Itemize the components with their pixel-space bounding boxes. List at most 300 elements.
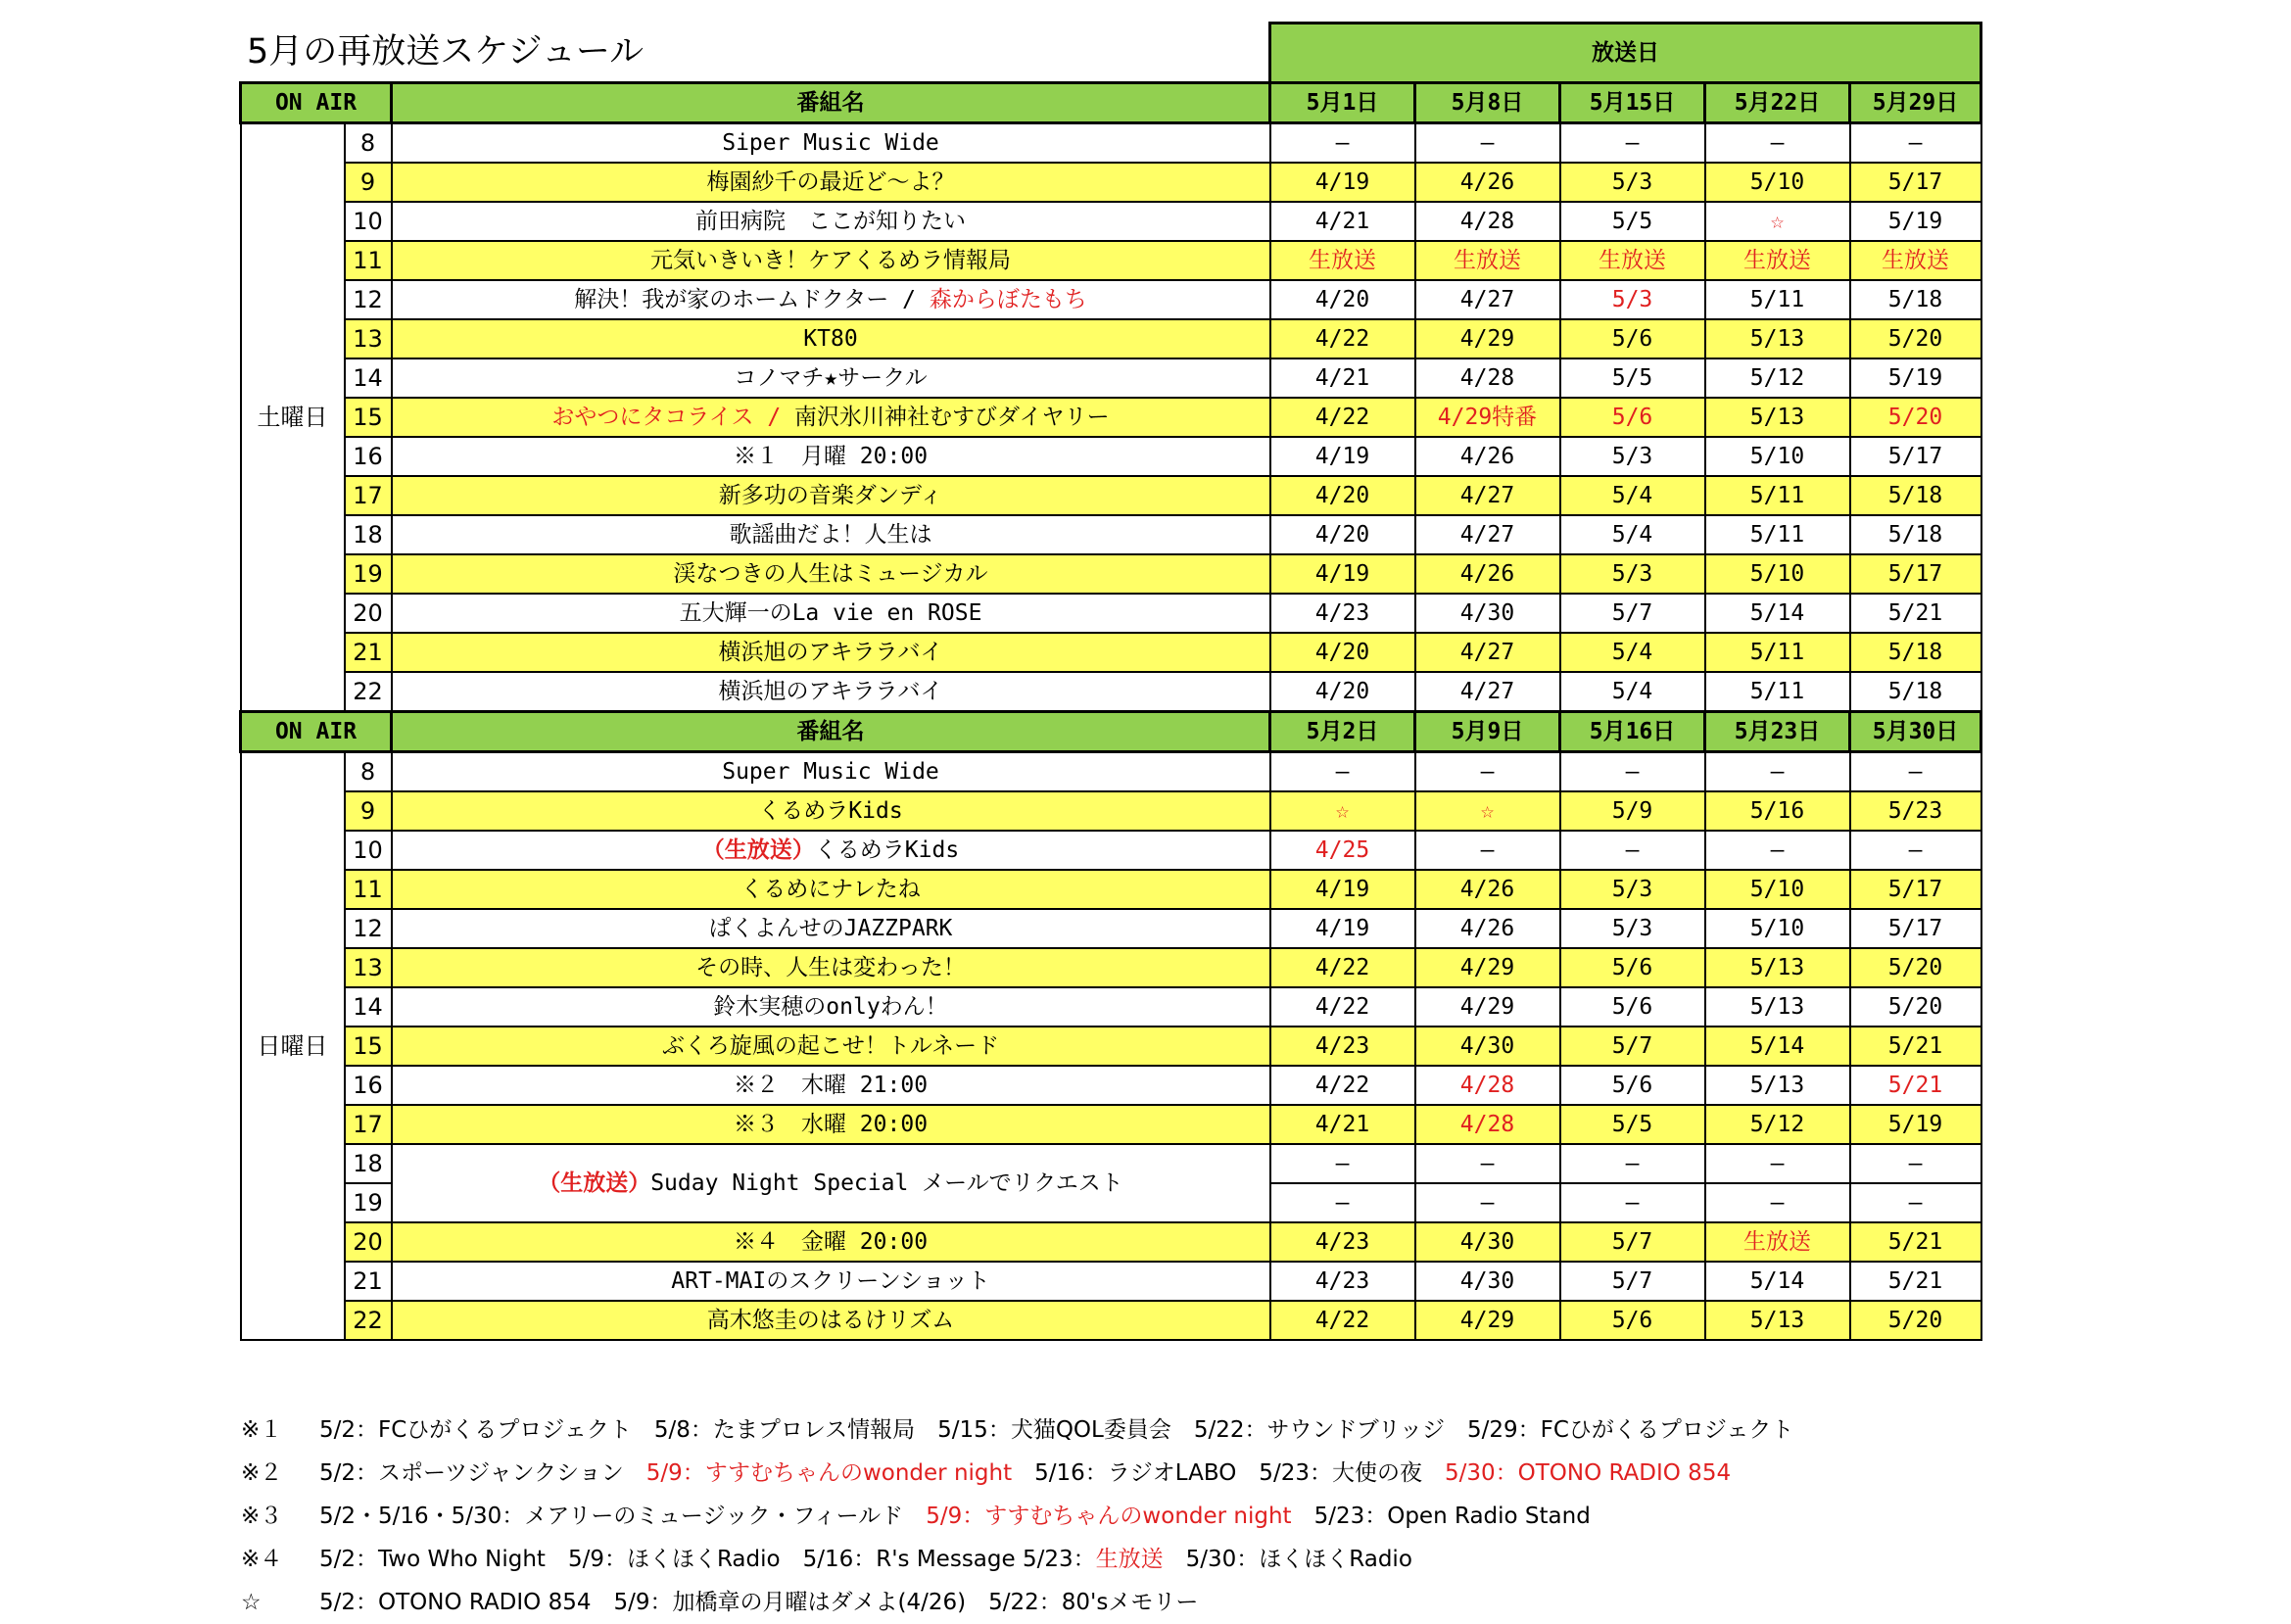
program-name-part: 森からぼたもち (929, 287, 1087, 312)
program-name-part: 元気いきいき！ケアくるめラ情報局 (650, 248, 1011, 273)
table-row (241, 280, 1981, 319)
date-header: 5月30日 (1850, 712, 1981, 752)
broadcast-date-cell: 5/4 (1560, 515, 1705, 554)
saturday-day-label: 土曜日 (241, 123, 345, 712)
broadcast-date-cell: 5/13 (1705, 398, 1850, 437)
broadcast-date-cell: — (1415, 752, 1560, 792)
hour-cell: 13 (345, 948, 392, 987)
broadcast-date-cell: 5/3 (1560, 870, 1705, 909)
date-header: 5月8日 (1415, 83, 1560, 123)
program-name (392, 633, 1270, 672)
broadcast-date-cell: 4/29 (1415, 948, 1560, 987)
table-row (241, 909, 1981, 948)
broadcast-date-cell: 5/12 (1705, 358, 1850, 398)
broadcast-date-cell: 4/21 (1270, 1105, 1415, 1144)
program-name-part: 南沢氷川神社むすびダイヤリー (794, 405, 1110, 430)
broadcast-date-cell: 5/18 (1850, 476, 1981, 515)
program-name (392, 241, 1270, 280)
table-row (241, 1301, 1981, 1340)
program-name (392, 554, 1270, 594)
table-row (241, 948, 1981, 987)
broadcast-date-cell: 4/22 (1270, 1066, 1415, 1105)
note-text: 5/9：すすむちゃんのwonder night (645, 1460, 1013, 1486)
broadcast-date-cell: — (1415, 1144, 1560, 1183)
table-row (241, 633, 1981, 672)
title-spacer (241, 24, 1270, 83)
date-header: 5月15日 (1560, 83, 1705, 123)
table-row (241, 672, 1981, 712)
program-name-part: 歌謡曲だよ！人生は (729, 522, 932, 548)
broadcast-date-cell: 5/17 (1850, 163, 1981, 202)
broadcast-date-cell: 5/13 (1705, 948, 1850, 987)
broadcast-date-cell: 5/4 (1560, 476, 1705, 515)
broadcast-date-cell: 5/21 (1850, 1262, 1981, 1301)
hour-cell: 11 (345, 241, 392, 280)
broadcast-date-cell: 5/21 (1850, 1066, 1981, 1105)
broadcast-date-cell: 5/10 (1705, 437, 1850, 476)
broadcast-date-cell: 4/28 (1415, 1066, 1560, 1105)
broadcast-date-cell: 5/17 (1850, 437, 1981, 476)
hour-cell: 22 (345, 1301, 392, 1340)
broadcast-date-cell: — (1415, 831, 1560, 870)
table-row (241, 554, 1981, 594)
broadcast-date-cell: 5/20 (1850, 948, 1981, 987)
on-air-header: ON AIR (241, 83, 392, 123)
note-mark: ※４ (241, 1547, 283, 1572)
program-name (392, 987, 1270, 1027)
hour-cell: 21 (345, 633, 392, 672)
program-name-part: ※１ 月曜 20:00 (733, 444, 929, 469)
broadcast-date-cell: 5/6 (1560, 1301, 1705, 1340)
note-text: 5/30：ほくほくRadio (1163, 1547, 1412, 1572)
note-line (241, 1538, 1793, 1581)
broadcast-date-cell: — (1560, 1183, 1705, 1222)
hour-cell: 18 (345, 1144, 392, 1183)
broadcast-date-cell: 5/6 (1560, 987, 1705, 1027)
hour-cell: 21 (345, 1262, 392, 1301)
broadcast-date-cell: 4/25 (1270, 831, 1415, 870)
hour-cell: 19 (345, 554, 392, 594)
broadcast-date-cell: — (1705, 752, 1850, 792)
program-name (392, 1144, 1270, 1222)
broadcast-date-cell: 5/5 (1560, 1105, 1705, 1144)
broadcast-date-cell: 5/17 (1850, 870, 1981, 909)
broadcast-date-cell: — (1705, 123, 1850, 164)
program-name (392, 1105, 1270, 1144)
note-text: 5/16：ラジオLABO 5/23：大使の夜 (1012, 1460, 1445, 1486)
notes-section (241, 1409, 1793, 1624)
program-name-part: 横浜旭のアキララバイ (718, 640, 943, 665)
broadcast-date-cell: 5/17 (1850, 909, 1981, 948)
program-name (392, 476, 1270, 515)
hour-cell: 10 (345, 831, 392, 870)
table-row (241, 1262, 1981, 1301)
note-text: 生放送 (1095, 1547, 1164, 1572)
program-name-part: コノマチ★サークル (734, 365, 928, 391)
broadcast-date-cell: 5/6 (1560, 319, 1705, 358)
date-header: 5月1日 (1270, 83, 1415, 123)
program-name-part: ※２ 木曜 21:00 (733, 1073, 929, 1098)
broadcast-date-cell: 4/27 (1415, 633, 1560, 672)
broadcast-date-cell: 4/28 (1415, 1105, 1560, 1144)
broadcast-date-cell: 4/26 (1415, 870, 1560, 909)
broadcast-date-cell: 5/7 (1560, 1222, 1705, 1262)
table-row (241, 476, 1981, 515)
broadcast-date-cell: 4/27 (1415, 515, 1560, 554)
broadcast-date-cell: 4/29特番 (1415, 398, 1560, 437)
page-title: 5月の再放送スケジュール (247, 32, 644, 72)
broadcast-date-cell: 4/26 (1415, 163, 1560, 202)
date-header: 5月2日 (1270, 712, 1415, 752)
broadcast-date-cell: — (1850, 1144, 1981, 1183)
program-name-part: Siper Music Wide (722, 130, 939, 156)
broadcast-date-cell: — (1560, 752, 1705, 792)
table-row (241, 594, 1981, 633)
broadcast-date-cell: 5/19 (1850, 1105, 1981, 1144)
program-name (392, 515, 1270, 554)
broadcast-date-cell: 5/14 (1705, 1027, 1850, 1066)
broadcast-date-cell: 5/13 (1705, 319, 1850, 358)
date-header: 5月9日 (1415, 712, 1560, 752)
note-line (241, 1581, 1793, 1624)
hour-cell: 8 (345, 123, 392, 164)
note-text: 5/30：OTONO RADIO 854 (1444, 1460, 1732, 1486)
broadcast-date-cell: 5/11 (1705, 633, 1850, 672)
broadcast-date-cell: 4/23 (1270, 1222, 1415, 1262)
broadcast-date-cell: 5/6 (1560, 948, 1705, 987)
program-name-part: くるめにナレたね (740, 877, 921, 902)
broadcast-date-cell: 5/5 (1560, 202, 1705, 241)
broadcast-date-cell: 4/22 (1270, 987, 1415, 1027)
broadcast-date-cell: 4/22 (1270, 398, 1415, 437)
broadcast-date-cell: — (1270, 752, 1415, 792)
table-row (241, 358, 1981, 398)
broadcast-date-cell: 4/30 (1415, 594, 1560, 633)
broadcast-date-cell: 5/17 (1850, 554, 1981, 594)
broadcast-date-cell: 4/28 (1415, 358, 1560, 398)
broadcast-date-cell: 4/23 (1270, 1027, 1415, 1066)
schedule-table (239, 22, 1982, 1341)
broadcast-date-cell: 5/21 (1850, 1222, 1981, 1262)
broadcast-date-cell: 5/11 (1705, 672, 1850, 712)
program-name-part: ぱくよんせのJAZZPARK (708, 916, 953, 941)
hour-cell: 12 (345, 280, 392, 319)
note-text: 5/2：OTONO RADIO 854 5/9：加橋章の月曜はダメよ(4/26) 5/22：80'sメモリー (319, 1590, 1199, 1615)
program-name (392, 594, 1270, 633)
hour-cell: 22 (345, 672, 392, 712)
program-name-part: くるめラKids (758, 798, 903, 824)
broadcast-date-cell: 5/7 (1560, 1027, 1705, 1066)
broadcast-date-cell: 4/23 (1270, 594, 1415, 633)
broadcast-date-cell: 4/30 (1415, 1027, 1560, 1066)
broadcast-date-cell: 4/19 (1270, 554, 1415, 594)
table-row (241, 831, 1981, 870)
hour-cell: 9 (345, 163, 392, 202)
program-name-part: ART-MAIのスクリーンショット (671, 1268, 990, 1294)
program-name (392, 1262, 1270, 1301)
broadcast-date-cell: 5/23 (1850, 791, 1981, 831)
broadcast-date-cell: 5/16 (1705, 791, 1850, 831)
broadcast-date-cell: 5/19 (1850, 202, 1981, 241)
broadcast-date-cell: 5/6 (1560, 1066, 1705, 1105)
table-row (241, 163, 1981, 202)
note-line (241, 1452, 1793, 1495)
table-row (241, 398, 1981, 437)
broadcast-date-cell: 5/14 (1705, 594, 1850, 633)
broadcast-date-cell: 5/18 (1850, 515, 1981, 554)
program-name-part: （生放送） (701, 837, 815, 863)
broadcast-date-cell: 4/27 (1415, 476, 1560, 515)
note-line (241, 1495, 1793, 1538)
broadcast-date-cell: 4/19 (1270, 870, 1415, 909)
broadcast-date-cell: 5/5 (1560, 358, 1705, 398)
hour-cell: 11 (345, 870, 392, 909)
note-mark: ※２ (241, 1460, 283, 1486)
broadcast-day-header-row (241, 24, 1981, 83)
broadcast-date-cell: — (1850, 752, 1981, 792)
hour-cell: 10 (345, 202, 392, 241)
hour-cell: 15 (345, 1027, 392, 1066)
broadcast-date-cell: 5/21 (1850, 1027, 1981, 1066)
program-name (392, 752, 1270, 792)
broadcast-date-cell: 5/10 (1705, 163, 1850, 202)
table-row (241, 870, 1981, 909)
broadcast-date-cell: 4/20 (1270, 672, 1415, 712)
broadcast-date-cell: — (1705, 831, 1850, 870)
note-mark: ※３ (241, 1504, 283, 1529)
program-name-part: KT80 (803, 326, 858, 352)
hour-cell: 17 (345, 1105, 392, 1144)
broadcast-date-cell: 4/27 (1415, 280, 1560, 319)
hour-cell: 16 (345, 1066, 392, 1105)
program-name (392, 358, 1270, 398)
program-name-part: 新多功の音楽ダンディ (718, 483, 943, 508)
broadcast-date-cell: 5/13 (1705, 1301, 1850, 1340)
broadcast-date-cell: 4/26 (1415, 437, 1560, 476)
table-row (241, 1144, 1981, 1183)
broadcast-date-cell: 4/22 (1270, 319, 1415, 358)
program-name-part: 高木悠圭のはるけリズム (706, 1308, 955, 1333)
broadcast-date-cell: 4/28 (1415, 202, 1560, 241)
broadcast-date-cell: 4/19 (1270, 437, 1415, 476)
broadcast-date-cell: 5/7 (1560, 594, 1705, 633)
program-name-part: 解決！我が家のホームドクター / (574, 287, 930, 312)
program-name (392, 163, 1270, 202)
hour-cell: 14 (345, 987, 392, 1027)
broadcast-date-cell: 4/19 (1270, 163, 1415, 202)
program-name-header: 番組名 (392, 83, 1270, 123)
broadcast-date-cell: 生放送 (1270, 241, 1415, 280)
program-name (392, 1066, 1270, 1105)
broadcast-date-cell: 5/4 (1560, 672, 1705, 712)
table-row (241, 515, 1981, 554)
program-name-part: その時、人生は変わった！ (695, 955, 966, 980)
broadcast-date-cell: 5/6 (1560, 398, 1705, 437)
broadcast-date-cell: 5/11 (1705, 476, 1850, 515)
hour-cell: 13 (345, 319, 392, 358)
broadcast-date-cell: 5/7 (1560, 1262, 1705, 1301)
sunday-header-row (241, 712, 1981, 752)
broadcast-date-cell: 5/14 (1705, 1262, 1850, 1301)
broadcast-date-cell: 4/23 (1270, 1262, 1415, 1301)
broadcast-date-cell: 4/20 (1270, 280, 1415, 319)
date-header: 5月16日 (1560, 712, 1705, 752)
table-row (241, 202, 1981, 241)
broadcast-date-cell: — (1270, 123, 1415, 164)
table-row (241, 791, 1981, 831)
note-text: 5/2：Two Who Night 5/9：ほくほくRadio 5/16：R's Message 5/23： (319, 1547, 1096, 1572)
date-header: 5月29日 (1850, 83, 1981, 123)
table-row (241, 437, 1981, 476)
program-name (392, 831, 1270, 870)
broadcast-date-cell: 5/21 (1850, 594, 1981, 633)
broadcast-date-cell: 4/21 (1270, 358, 1415, 398)
broadcast-date-cell: — (1850, 1183, 1981, 1222)
broadcast-date-cell: 5/4 (1560, 633, 1705, 672)
saturday-header-row (241, 83, 1981, 123)
program-name-part: 鈴木実穂のonlyわん！ (713, 994, 948, 1020)
program-name (392, 398, 1270, 437)
broadcast-date-cell: 4/26 (1415, 554, 1560, 594)
program-name (392, 123, 1270, 164)
broadcast-date-cell: 5/18 (1850, 280, 1981, 319)
broadcast-date-cell: ☆ (1705, 202, 1850, 241)
broadcast-date-cell: 5/20 (1850, 987, 1981, 1027)
hour-cell: 17 (345, 476, 392, 515)
broadcast-date-cell: — (1850, 123, 1981, 164)
table-row (241, 987, 1981, 1027)
table-row (241, 123, 1981, 164)
program-name (392, 672, 1270, 712)
program-name-part: おやつにタコライス / (551, 405, 795, 430)
broadcast-date-cell: 4/20 (1270, 476, 1415, 515)
broadcast-date-cell: — (1560, 1144, 1705, 1183)
broadcast-date-cell: 5/20 (1850, 398, 1981, 437)
program-name (392, 791, 1270, 831)
program-name (392, 202, 1270, 241)
program-name-part: 横浜旭のアキララバイ (718, 679, 943, 704)
broadcast-date-cell: 4/30 (1415, 1262, 1560, 1301)
program-name (392, 1222, 1270, 1262)
hour-cell: 15 (345, 398, 392, 437)
program-name-part: ぶくろ旋風の起こせ！トルネード (661, 1033, 1000, 1059)
hour-cell: 19 (345, 1183, 392, 1222)
broadcast-date-cell: 4/29 (1415, 987, 1560, 1027)
broadcast-date-cell: — (1705, 1144, 1850, 1183)
broadcast-date-cell: 4/19 (1270, 909, 1415, 948)
broadcast-date-cell: 5/12 (1705, 1105, 1850, 1144)
broadcast-date-cell: 5/10 (1705, 870, 1850, 909)
table-row (241, 1066, 1981, 1105)
program-name (392, 870, 1270, 909)
broadcast-date-cell: 生放送 (1850, 241, 1981, 280)
program-name (392, 1301, 1270, 1340)
broadcast-date-cell: 4/20 (1270, 633, 1415, 672)
broadcast-date-cell: 5/13 (1705, 1066, 1850, 1105)
program-name-part: 梅園紗千の最近ど～よ？ (706, 169, 955, 195)
program-name-part: Suday Night Special メールでリクエスト (650, 1170, 1123, 1196)
broadcast-date-cell: 5/10 (1705, 554, 1850, 594)
broadcast-date-cell: 5/3 (1560, 163, 1705, 202)
program-name (392, 280, 1270, 319)
broadcast-date-cell: — (1560, 831, 1705, 870)
broadcast-date-cell: — (1850, 831, 1981, 870)
broadcast-date-cell: 生放送 (1415, 241, 1560, 280)
broadcast-date-cell: 5/20 (1850, 1301, 1981, 1340)
broadcast-date-cell: 5/3 (1560, 437, 1705, 476)
program-name-part: ※３ 水曜 20:00 (733, 1112, 929, 1137)
broadcast-date-cell: 5/18 (1850, 633, 1981, 672)
broadcast-date-cell: 5/3 (1560, 554, 1705, 594)
program-name (392, 319, 1270, 358)
program-name-part: 渓なつきの人生はミュージカル (673, 561, 988, 587)
broadcast-date-cell: — (1270, 1183, 1415, 1222)
broadcast-date-cell: 5/11 (1705, 515, 1850, 554)
table-row (241, 1105, 1981, 1144)
program-name-part: 前田病院 ここが知りたい (695, 209, 966, 234)
hour-cell: 16 (345, 437, 392, 476)
broadcast-date-cell: — (1560, 123, 1705, 164)
program-name (392, 437, 1270, 476)
broadcast-date-cell: 4/20 (1270, 515, 1415, 554)
table-row (241, 319, 1981, 358)
broadcast-date-cell: 4/27 (1415, 672, 1560, 712)
hour-cell: 8 (345, 752, 392, 792)
broadcast-date-cell: ☆ (1415, 791, 1560, 831)
broadcast-date-cell: 5/3 (1560, 909, 1705, 948)
broadcast-date-cell: 4/22 (1270, 948, 1415, 987)
program-name (392, 1027, 1270, 1066)
table-row (241, 1027, 1981, 1066)
sunday-day-label: 日曜日 (241, 752, 345, 1341)
program-name-part: くるめラKids (814, 837, 960, 863)
broadcast-date-cell: 4/29 (1415, 319, 1560, 358)
broadcast-date-cell: 4/26 (1415, 909, 1560, 948)
broadcast-date-cell: 生放送 (1560, 241, 1705, 280)
broadcast-date-cell: — (1415, 123, 1560, 164)
hour-cell: 9 (345, 791, 392, 831)
hour-cell: 12 (345, 909, 392, 948)
broadcast-date-cell: 5/18 (1850, 672, 1981, 712)
hour-cell: 20 (345, 594, 392, 633)
hour-cell: 18 (345, 515, 392, 554)
broadcast-date-cell: 5/9 (1560, 791, 1705, 831)
broadcast-date-cell: 4/21 (1270, 202, 1415, 241)
broadcast-date-cell: 5/10 (1705, 909, 1850, 948)
note-text: 5/23：Open Radio Stand (1291, 1504, 1591, 1529)
program-name (392, 948, 1270, 987)
note-mark: ※１ (241, 1417, 283, 1443)
broadcast-date-cell: 生放送 (1705, 241, 1850, 280)
table-row (241, 752, 1981, 792)
on-air-header: ON AIR (241, 712, 392, 752)
broadcast-date-cell: 5/13 (1705, 987, 1850, 1027)
broadcast-date-cell: 4/22 (1270, 1301, 1415, 1340)
note-text: 5/2：FCひがくるプロジェクト 5/8：たまプロレス情報局 5/15：犬猫QOL委員会 5/22：サウンドブリッジ 5/29：FCひがくるプロジェクト (319, 1417, 1794, 1443)
program-name-part: 五大輝一のLa vie en ROSE (679, 600, 982, 626)
table-row (241, 241, 1981, 280)
hour-cell: 14 (345, 358, 392, 398)
date-header: 5月23日 (1705, 712, 1850, 752)
broadcast-date-cell: 5/11 (1705, 280, 1850, 319)
broadcast-date-cell: 4/29 (1415, 1301, 1560, 1340)
broadcast-date-cell: 5/3 (1560, 280, 1705, 319)
broadcast-date-cell: — (1705, 1183, 1850, 1222)
note-text: 5/2・5/16・5/30：メアリーのミュージック・フィールド (319, 1504, 927, 1529)
program-name-part: （生放送） (538, 1170, 651, 1196)
program-name (392, 909, 1270, 948)
table-row (241, 1222, 1981, 1262)
